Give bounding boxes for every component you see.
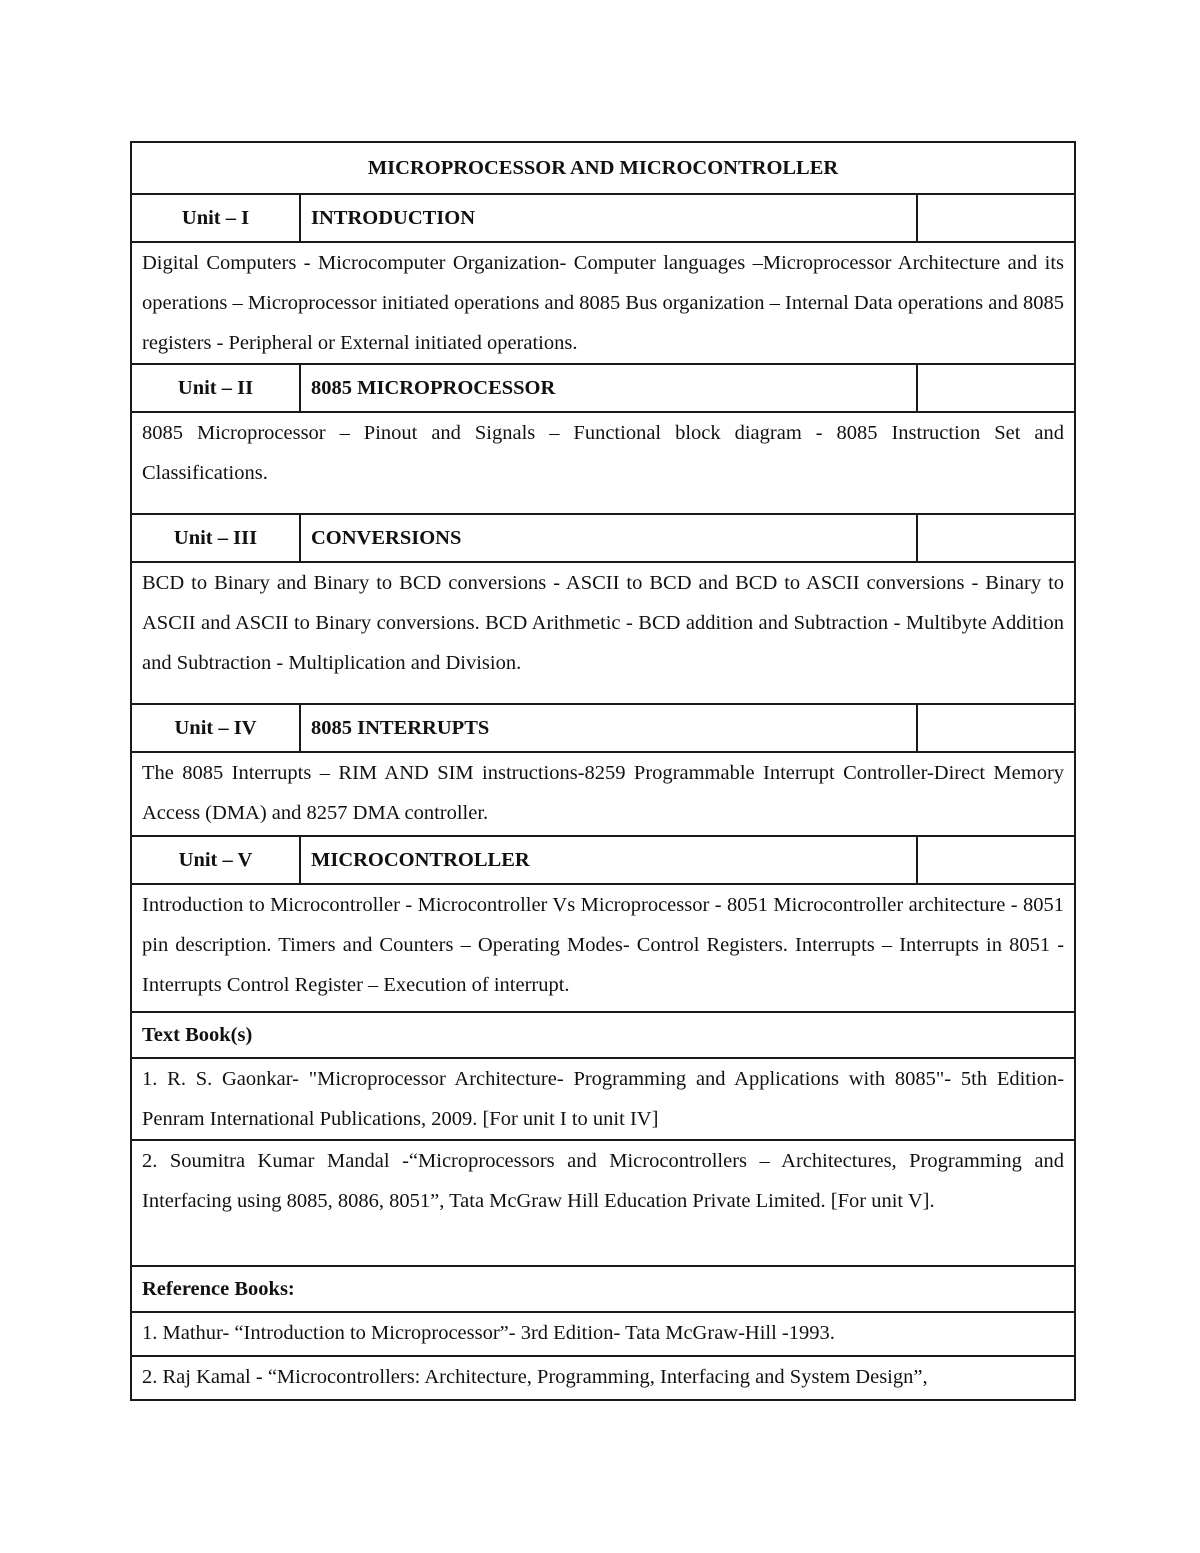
reference-book-item: 2. Raj Kamal - “Microcontrollers: Architecture, Programming, Interfacing and System Design”, [131, 1356, 1075, 1400]
unit-number: Unit – II [131, 364, 300, 412]
unit-content: 8085 Microprocessor – Pinout and Signals – Functional block diagram - 8085 Instruction Set and Classifications. [131, 412, 1075, 514]
unit-content: Digital Computers - Microcomputer Organization- Computer languages –Microprocessor Architecture and its operations – Microprocessor initiated operations and 8085 Bus organization – Internal Data operations and 8085 registers - Peripheral or External initiated operations. [131, 242, 1075, 364]
unit-hours-cell [917, 514, 1075, 562]
unit-content-row [131, 562, 1075, 704]
unit-hours-cell [917, 836, 1075, 884]
unit-number: Unit – V [131, 836, 300, 884]
unit-hours-cell [917, 194, 1075, 242]
syllabus-table [130, 141, 1076, 1401]
unit-header-row [131, 836, 1075, 884]
text-books-heading-row [131, 1012, 1075, 1058]
unit-content-row [131, 752, 1075, 836]
unit-hours-cell [917, 704, 1075, 752]
unit-name: 8085 MICROPROCESSOR [300, 364, 917, 412]
unit-content: The 8085 Interrupts – RIM AND SIM instructions-8259 Programmable Interrupt Controller-Direct Memory Access (DMA) and 8257 DMA controller. [131, 752, 1075, 836]
text-book-row [131, 1140, 1075, 1266]
unit-name: CONVERSIONS [300, 514, 917, 562]
unit-header-row [131, 194, 1075, 242]
text-book-row [131, 1058, 1075, 1140]
unit-content-row [131, 884, 1075, 1012]
reference-book-row [131, 1356, 1075, 1400]
reference-books-heading: Reference Books: [131, 1266, 1075, 1312]
unit-content-row [131, 242, 1075, 364]
unit-number: Unit – III [131, 514, 300, 562]
unit-number: Unit – I [131, 194, 300, 242]
unit-header-row [131, 364, 1075, 412]
reference-books-heading-row [131, 1266, 1075, 1312]
unit-content-row [131, 412, 1075, 514]
unit-content: BCD to Binary and Binary to BCD conversions - ASCII to BCD and BCD to ASCII conversions - Binary to ASCII and ASCII to Binary conversions. BCD Arithmetic - BCD addition and Subtraction - Multibyte Addition and Subtraction - Multiplication and Division. [131, 562, 1075, 704]
unit-name: 8085 INTERRUPTS [300, 704, 917, 752]
unit-number: Unit – IV [131, 704, 300, 752]
reference-book-row [131, 1312, 1075, 1356]
text-books-heading: Text Book(s) [131, 1012, 1075, 1058]
unit-content: Introduction to Microcontroller - Microcontroller Vs Microprocessor - 8051 Microcontroller architecture - 8051 pin description. Timers and Counters – Operating Modes- Control Registers. Interrupts – Interrupts in 8051 - Interrupts Control Register – Execution of interrupt. [131, 884, 1075, 1012]
title-row [131, 142, 1075, 194]
unit-header-row [131, 704, 1075, 752]
unit-hours-cell [917, 364, 1075, 412]
unit-name: INTRODUCTION [300, 194, 917, 242]
text-book-item: 2. Soumitra Kumar Mandal -“Microprocessors and Microcontrollers – Architectures, Programming and Interfacing using 8085, 8086, 8051”, Tata McGraw Hill Education Private Limited. [For unit V]. [131, 1140, 1075, 1266]
unit-header-row [131, 514, 1075, 562]
unit-name: MICROCONTROLLER [300, 836, 917, 884]
reference-book-item: 1. Mathur- “Introduction to Microprocessor”- 3rd Edition- Tata McGraw-Hill -1993. [131, 1312, 1075, 1356]
document-title: MICROPROCESSOR AND MICROCONTROLLER [131, 142, 1075, 194]
text-book-item: 1. R. S. Gaonkar- "Microprocessor Architecture- Programming and Applications with 8085"- 5th Edition- Penram International Publications, 2009. [For unit I to unit IV] [131, 1058, 1075, 1140]
